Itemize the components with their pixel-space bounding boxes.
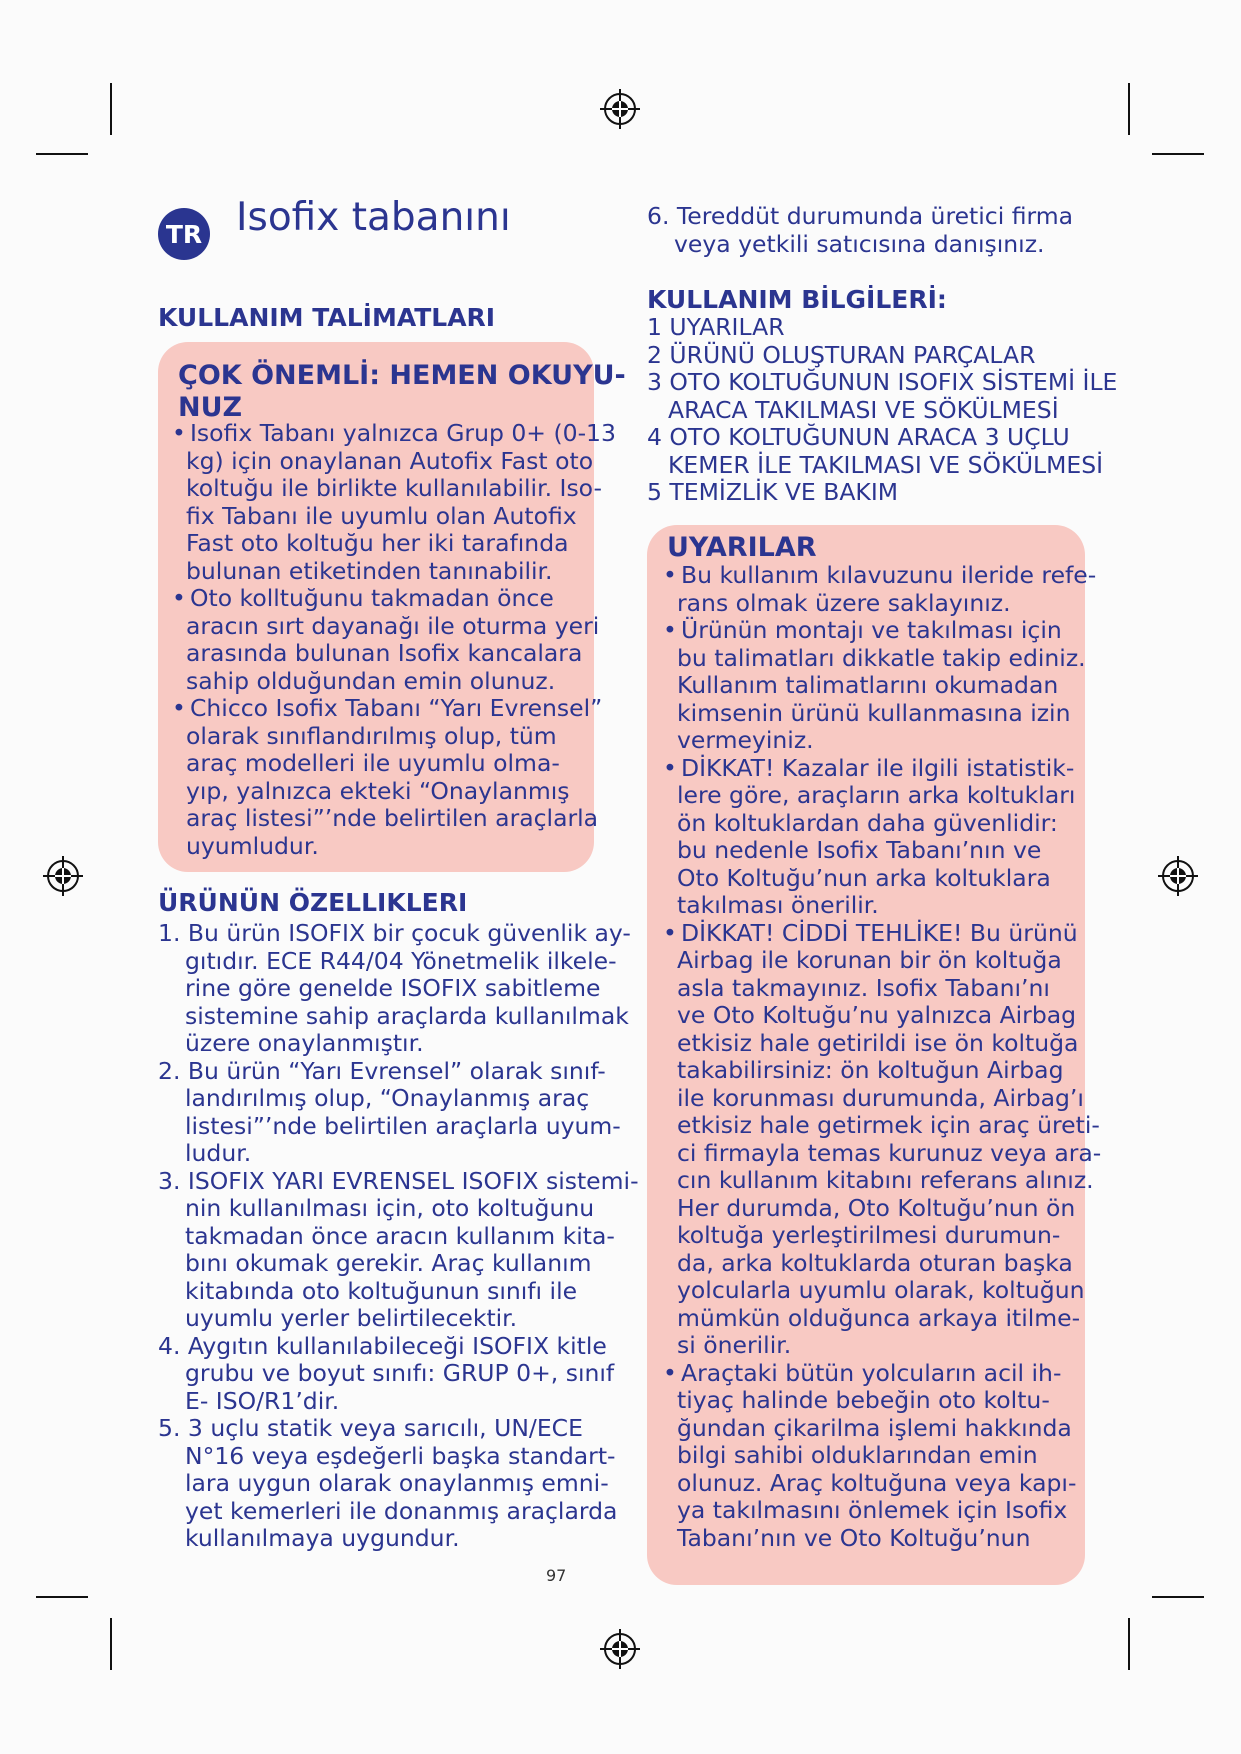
text-line: rans olmak üzere saklayınız. — [677, 588, 1011, 617]
bullet-item — [663, 617, 1101, 755]
text-line: bını okumak gerekir. Araç kullanım — [185, 1249, 592, 1277]
text-line: araç listesi”’nde belirtilen araçlarla — [186, 804, 599, 832]
text-line: Chicco Isofix Tabanı “Yarı Evrensel” — [190, 694, 603, 722]
text-line: E- ISO/R1’dir. — [185, 1386, 340, 1415]
registration-mark-icon — [599, 88, 641, 130]
text-line: yet kemerleri ile donanmış araçlarda — [185, 1496, 618, 1525]
text-line: arasında bulunan Isofix kancalara — [186, 639, 583, 667]
feature-item — [158, 1333, 639, 1416]
text-line: ya takılmasını önlemek için Isofix — [677, 1496, 1068, 1524]
text-line: 1. Bu ürün ISOFIX bir çocuk güvenlik ay- — [158, 919, 631, 947]
text-line: ci firmayla temas kurunuz veya ara- — [677, 1138, 1102, 1167]
usage-heading: KULLANIM TALİMATLARI — [158, 303, 496, 332]
text-line: koltuğu ile birlikte kullanılabilir. Iso- — [186, 474, 602, 502]
toc-item — [647, 369, 1117, 424]
crop-mark — [110, 1618, 112, 1670]
text-line: kimsenin ürünü kullanmasına izin — [677, 698, 1071, 727]
text-line: 1 UYARILAR — [647, 313, 785, 341]
features-heading: ÜRÜNÜN ÖZELLIKLERI — [158, 888, 468, 917]
text-line: ğundan çikarilma işlemi hakkında — [677, 1413, 1072, 1442]
text-line: Isofix Tabanı yalnızca Grup 0+ (0-13 — [190, 419, 616, 447]
text-line: vermeyiniz. — [677, 726, 814, 754]
text-line: da, arka koltuklarda oturan başka — [677, 1248, 1073, 1277]
text-line: olarak sınıflandırılmış olup, tüm — [186, 721, 557, 750]
important-box-title: ÇOK ÖNEMLİ: HEMEN OKUYU- NUZ — [178, 360, 626, 423]
bullet-icon: • — [663, 616, 677, 644]
text-line: Araçtaki bütün yolcuların acil ih- — [681, 1358, 1062, 1387]
bullet-icon: • — [663, 753, 677, 782]
text-line: bu talimatları dikkatle takip ediniz. — [677, 643, 1086, 672]
text-line: Ürünün montajı ve takılması için — [681, 616, 1062, 644]
registration-mark-icon — [1157, 855, 1199, 897]
crop-mark — [1128, 1618, 1130, 1670]
text-line: 2 ÜRÜNÜ OLUŞTURAN PARÇALAR — [647, 340, 1036, 369]
important-box — [158, 342, 626, 872]
text-line: rine göre genelde ISOFIX sabitleme — [185, 974, 601, 1002]
bullet-item — [663, 1360, 1101, 1553]
registration-mark-icon — [42, 855, 84, 897]
text-line: olunuz. Araç koltuğuna veya kapı- — [677, 1468, 1077, 1497]
text-line: nin kullanılması için, oto koltuğunu — [185, 1194, 595, 1222]
text-line: 4. Aygıtın kullanılabileceği ISOFIX kitle — [158, 1331, 607, 1360]
bullet-icon: • — [172, 584, 186, 612]
features-list — [158, 920, 639, 1553]
bullet-icon: • — [663, 918, 677, 947]
text-line: Kullanım talimatlarını okumadan — [677, 671, 1059, 699]
bullet-item — [663, 562, 1101, 617]
text-line: Oto kolltuğunu takmadan önce — [190, 584, 554, 612]
text-line: si önerilir. — [677, 1331, 792, 1359]
text-line: sahip olduğundan emin olunuz. — [186, 666, 556, 695]
text-line: uyumludur. — [186, 831, 319, 860]
language-badge: TR — [158, 208, 210, 260]
text-line: ile korunması durumunda, Airbag’ı — [677, 1083, 1084, 1112]
bullet-item — [172, 585, 616, 695]
bullet-item — [172, 695, 616, 860]
toc-list — [647, 314, 1117, 507]
page-title: Isofix tabanını — [236, 195, 511, 240]
text-line: sistemine sahip araçlarda kullanılmak — [185, 1001, 629, 1030]
warnings-box-title: UYARILAR — [667, 532, 817, 563]
toc-item — [647, 424, 1117, 479]
text-line: yolcularla uyumlu olarak, koltuğun — [677, 1276, 1085, 1304]
text-line: N°16 veya eşdeğerli başka standart- — [185, 1441, 616, 1470]
toc-item — [647, 479, 1117, 507]
text-line: gıtıdır. ECE R44/04 Yönetmelik ilkele- — [185, 946, 617, 975]
toc-item — [647, 342, 1117, 370]
text-line: veya yetkili satıcısına danışınız. — [674, 229, 1045, 258]
text-line: etkisiz hale getirmek için araç üreti- — [677, 1111, 1100, 1139]
text-line: grubu ve boyut sınıfı: GRUP 0+, sınıf — [185, 1359, 615, 1387]
text-line: 5. 3 uçlu statik veya sarıcılı, UN/ECE — [158, 1414, 583, 1442]
bullet-icon: • — [663, 561, 677, 589]
text-line: tiyaç halinde bebeğin oto koltu- — [677, 1386, 1050, 1414]
crop-mark — [1128, 83, 1130, 135]
text-line: araç modelleri ile uyumlu olma- — [186, 749, 560, 777]
text-line: lere göre, araçların arka koltukları — [677, 781, 1076, 809]
crop-mark — [1152, 153, 1204, 155]
registration-mark-icon — [599, 1628, 641, 1670]
text-line: bulunan etiketinden tanınabilir. — [186, 556, 553, 585]
warnings-box — [647, 525, 1102, 1585]
text-line: DİKKAT! Kazalar ile ilgili istatistik- — [681, 753, 1075, 782]
text-line: ARACA TAKILMASI VE SÖKÜLMESİ — [668, 395, 1059, 424]
bullet-item — [663, 755, 1101, 920]
text-line: landırılmış olup, “Onaylanmış araç — [185, 1084, 590, 1112]
bullet-item — [172, 420, 616, 585]
feature-item — [158, 1058, 639, 1168]
numbered-item — [647, 203, 1073, 258]
info-heading: KULLANIM BİLGİLERİ: — [647, 285, 947, 314]
text-line: listesi”’nde belirtilen araçlarla uyum- — [185, 1111, 621, 1140]
text-line: bu nedenle Isofix Tabanı’nın ve — [677, 836, 1042, 864]
feature-item — [158, 920, 639, 1058]
bullet-icon: • — [172, 419, 186, 447]
text-line: 5 TEMİZLİK VE BAKIM — [647, 478, 899, 506]
crop-mark — [36, 1596, 88, 1598]
text-line: koltuğa yerleştirilmesi durumun- — [677, 1221, 1061, 1249]
text-line: kullanılmaya uygundur. — [185, 1524, 460, 1552]
crop-mark — [110, 83, 112, 135]
crop-mark — [1152, 1596, 1204, 1598]
text-line: uyumlu yerler belirtilecektir. — [185, 1304, 518, 1332]
text-line: üzere onaylanmıştır. — [185, 1029, 424, 1057]
text-line: ludur. — [185, 1139, 252, 1167]
text-line: Airbag ile korunan bir ön koltuğa — [677, 946, 1062, 974]
feature-item — [158, 1415, 639, 1553]
toc-item — [647, 314, 1117, 342]
text-line: Fast oto koltuğu her iki tarafında — [186, 529, 569, 557]
text-line: fix Tabanı ile uyumlu olan Autofix — [186, 501, 577, 530]
text-line: 2. Bu ürün “Yarı Evrensel” olarak sınıf- — [158, 1056, 606, 1085]
text-line: etkisiz hale getirildi ise ön koltuğa — [677, 1028, 1079, 1057]
text-line: mümkün olduğunca arkaya itilme- — [677, 1303, 1081, 1332]
bullet-item — [663, 920, 1101, 1360]
text-line: lara uygun olarak onaylanmış emni- — [185, 1469, 609, 1497]
text-line: 3. ISOFIX YARI EVRENSEL ISOFIX sistemi- — [158, 1166, 639, 1195]
text-line: kitabında oto koltuğunun sınıfı ile — [185, 1276, 578, 1305]
text-line: aracın sırt dayanağı ile oturma yeri — [186, 611, 600, 640]
text-line: Tabanı’nın ve Oto Koltuğu’nun — [677, 1523, 1031, 1552]
text-line: takabilirsiniz: ön koltuğun Airbag — [677, 1056, 1064, 1084]
text-line: yıp, yalnızca ekteki “Onaylanmış — [186, 776, 570, 805]
text-line: takılması önerilir. — [677, 891, 879, 919]
text-line: Oto Koltuğu’nun arka koltuklara — [677, 863, 1051, 892]
text-line: kg) için onaylanan Autofix Fast oto — [186, 446, 594, 475]
feature-item — [158, 1168, 639, 1333]
text-line: 3 OTO KOLTUĞUNUN ISOFIX SİSTEMİ İLE — [647, 368, 1118, 396]
text-line: 6. Tereddüt durumunda üretici firma — [647, 202, 1074, 230]
text-line: Bu kullanım kılavuzunu ileride refe- — [681, 561, 1097, 589]
warnings-bullets — [663, 562, 1101, 1552]
text-line: ve Oto Koltuğu’nu yalnızca Airbag — [677, 1001, 1077, 1029]
text-line: DİKKAT! CİDDİ TEHLİKE! Bu ürünü — [681, 918, 1078, 947]
text-line: asla takmayınız. Isofix Tabanı’nı — [677, 973, 1050, 1002]
text-line: 4 OTO KOLTUĞUNUN ARACA 3 UÇLU — [647, 423, 1070, 451]
text-line: takmadan önce aracın kullanım kita- — [185, 1221, 615, 1250]
text-line: KEMER İLE TAKILMASI VE SÖKÜLMESİ — [668, 450, 1104, 479]
text-line: Her durumda, Oto Koltuğu’nun ön — [677, 1193, 1076, 1222]
text-line: cın kullanım kitabını referans alınız. — [677, 1166, 1094, 1194]
bullet-icon: • — [663, 1358, 677, 1387]
bullet-icon: • — [172, 694, 186, 722]
important-bullets — [172, 420, 616, 860]
page-number: 97 — [546, 1566, 567, 1585]
item-6 — [647, 203, 1073, 258]
text-line: ön koltuklardan daha güvenlidir: — [677, 808, 1058, 837]
crop-mark — [36, 153, 88, 155]
text-line: bilgi sahibi olduklarından emin — [677, 1441, 1038, 1469]
